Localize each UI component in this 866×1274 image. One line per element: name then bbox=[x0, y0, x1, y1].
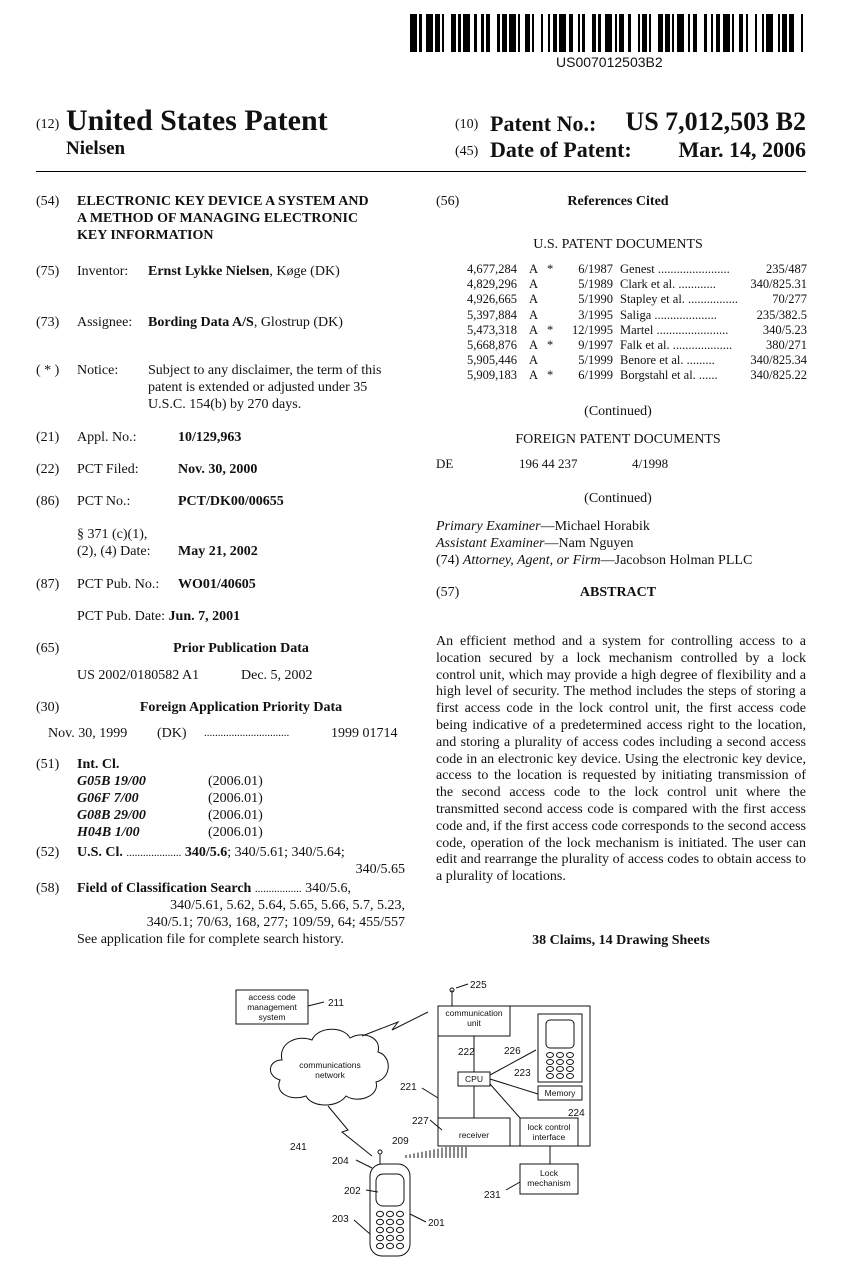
reference-kind: A bbox=[529, 368, 539, 383]
reference-kind: A bbox=[529, 292, 539, 307]
priority-dots: ............................... bbox=[204, 727, 290, 739]
device-key bbox=[377, 1243, 384, 1248]
reference-num: 4,926,665 bbox=[467, 292, 517, 307]
reference-date: 12/1995 bbox=[572, 322, 613, 337]
system-figure bbox=[220, 978, 620, 1266]
acm-label-1: access code bbox=[248, 992, 296, 1002]
reference-num: 5,473,318 bbox=[467, 322, 517, 337]
keypad-key bbox=[547, 1060, 554, 1065]
device-key bbox=[387, 1211, 394, 1216]
code-54: (54) bbox=[36, 194, 60, 209]
wireless-link-phone bbox=[328, 1106, 372, 1156]
ref-211: 211 bbox=[328, 998, 344, 1009]
reference-star: * bbox=[547, 368, 554, 383]
acm-label-2: management bbox=[247, 1002, 297, 1012]
foreign-docs-heading: FOREIGN PATENT DOCUMENTS bbox=[515, 432, 721, 447]
pct-no-label: PCT No.: bbox=[77, 494, 131, 509]
date-label: Date of Patent: bbox=[490, 137, 632, 162]
ref-231: 231 bbox=[484, 1190, 501, 1201]
ref-224: 224 bbox=[568, 1108, 585, 1119]
barcode-bar bbox=[723, 14, 730, 52]
pct-filed: Nov. 30, 2000 bbox=[178, 462, 258, 477]
ref-225: 225 bbox=[470, 980, 487, 991]
network-label-2: network bbox=[315, 1070, 345, 1080]
device-key bbox=[387, 1227, 394, 1232]
ref-223: 223 bbox=[514, 1068, 531, 1079]
doc-number-small: US007012503B2 bbox=[556, 54, 663, 70]
code-86: (86) bbox=[36, 494, 60, 509]
comm-unit-label-2: unit bbox=[467, 1018, 481, 1028]
barcode-bar bbox=[766, 14, 773, 52]
reference-date: 6/1999 bbox=[578, 368, 613, 383]
foreign-date: 4/1998 bbox=[632, 456, 669, 471]
reference-kind: A bbox=[529, 338, 539, 352]
reference-class: 340/5.23 bbox=[762, 322, 807, 337]
keypad-key bbox=[567, 1074, 574, 1079]
int-cl-list: G05B 19/00 (2006.01) G06F 7/00 (2006.01) G08B 29/00 (2006.01) H04B 1/00 (2006.01) bbox=[77, 774, 263, 840]
code-87: (87) bbox=[36, 577, 60, 592]
reference-class: 380/271 bbox=[766, 338, 807, 352]
field-search-line2: 340/5.61, 5.62, 5.64, 5.65, 5.66, 5.7, 5.23, bbox=[170, 898, 405, 913]
barcode-bar bbox=[605, 14, 612, 52]
code-75: (75) bbox=[36, 264, 60, 279]
device-key bbox=[387, 1219, 394, 1224]
field-search-note: See application file for complete search history. bbox=[77, 932, 344, 947]
prior-pub-heading: Prior Publication Data bbox=[173, 641, 309, 656]
int-cl-label: Int. Cl. bbox=[77, 757, 120, 772]
reference-num: 5,668,876 bbox=[467, 338, 517, 352]
field-search: Field of Classification Search ................. 340/5.6, bbox=[77, 881, 351, 896]
reference-date: 5/1999 bbox=[578, 353, 613, 368]
section-371-label: § 371 (c)(1), (2), (4) Date: bbox=[77, 527, 151, 559]
ref-202: 202 bbox=[344, 1186, 361, 1197]
receiver-label: receiver bbox=[458, 1130, 490, 1140]
reference-star: * bbox=[547, 262, 554, 276]
references-heading: References Cited bbox=[567, 194, 669, 209]
code-21: (21) bbox=[36, 430, 60, 445]
ref-241: 241 bbox=[290, 1142, 307, 1153]
device-key bbox=[387, 1235, 394, 1240]
inventor-surname: Nielsen bbox=[66, 138, 126, 159]
keypad-key bbox=[557, 1067, 564, 1072]
keypad-key bbox=[547, 1053, 554, 1058]
memory-label: Memory bbox=[544, 1088, 576, 1098]
reference-name: Martel ....................... bbox=[620, 322, 729, 337]
pct-pub-date: PCT Pub. Date: Jun. 7, 2001 bbox=[77, 609, 241, 624]
barcode-bar bbox=[410, 14, 417, 52]
barcode-bar bbox=[490, 14, 497, 52]
reference-class: 235/382.5 bbox=[756, 307, 807, 322]
code-51: (51) bbox=[36, 757, 60, 772]
reference-class: 70/277 bbox=[772, 292, 807, 307]
assignee: Bording Data A/S, Glostrup (DK) bbox=[148, 315, 343, 330]
key-device-display bbox=[376, 1174, 404, 1206]
wireless-link-top bbox=[362, 1012, 428, 1036]
notice-text: Subject to any disclaimer, the term of this patent is extended or adjusted under 35 U.S.C. 154(b) by 270 days. bbox=[148, 363, 382, 412]
patent-number: US 7,012,503 B2 bbox=[625, 107, 806, 136]
pct-pub-no-label: PCT Pub. No.: bbox=[77, 577, 160, 592]
reference-name: Genest ....................... bbox=[620, 262, 730, 276]
barcode-bar bbox=[651, 14, 658, 52]
code-22: (22) bbox=[36, 462, 60, 477]
code-12: (12) bbox=[36, 117, 60, 132]
device-key bbox=[377, 1211, 384, 1216]
lock-interface-label-1: lock control bbox=[527, 1122, 571, 1132]
barcode-bar bbox=[677, 14, 684, 52]
reference-date: 9/1997 bbox=[578, 338, 613, 352]
reference-name: Benore et al. ......... bbox=[620, 353, 715, 368]
reference-name: Borgstahl et al. ...... bbox=[620, 368, 718, 383]
reference-date: 5/1990 bbox=[578, 292, 613, 307]
attorney: (74) Attorney, Agent, or Firm—Jacobson Holman PLLC bbox=[436, 553, 753, 568]
barcode bbox=[410, 14, 806, 52]
code-45: (45) bbox=[455, 144, 479, 159]
inventor-label: Inventor: bbox=[77, 264, 129, 279]
pct-pub-no: WO01/40605 bbox=[178, 577, 256, 592]
barcode-bar bbox=[748, 14, 755, 52]
priority-number: 1999 01714 bbox=[331, 726, 398, 741]
keypad-key bbox=[547, 1067, 554, 1072]
invention-title: ELECTRONIC KEY DEVICE A SYSTEM AND A METHOD OF MANAGING ELECTRONIC KEY INFORMATION bbox=[77, 194, 369, 243]
keypad-key bbox=[567, 1053, 574, 1058]
code-30: (30) bbox=[36, 700, 60, 715]
reference-kind: A bbox=[529, 322, 539, 337]
comm-unit-label-1: communication bbox=[445, 1008, 503, 1018]
reference-num: 4,829,296 bbox=[467, 277, 517, 292]
section-371-date: May 21, 2002 bbox=[178, 544, 258, 559]
prior-pub-number: US 2002/0180582 A1 bbox=[77, 668, 200, 683]
reference-star: * bbox=[547, 322, 554, 337]
keypad-key bbox=[557, 1060, 564, 1065]
device-key bbox=[397, 1211, 404, 1216]
device-key bbox=[377, 1219, 384, 1224]
key-device-body bbox=[370, 1164, 410, 1256]
us-cl: U.S. Cl. .................... 340/5.6; 340/5.61; 340/5.64; bbox=[77, 845, 345, 860]
reference-kind: A bbox=[529, 277, 539, 292]
code-65: (65) bbox=[36, 641, 60, 656]
prior-pub-date: Dec. 5, 2002 bbox=[241, 668, 313, 683]
foreign-continued: (Continued) bbox=[584, 491, 652, 506]
ref-221: 221 bbox=[400, 1082, 417, 1093]
reference-date: 3/1995 bbox=[578, 307, 613, 322]
code-58: (58) bbox=[36, 881, 60, 896]
appl-no-label: Appl. No.: bbox=[77, 430, 137, 445]
reference-name: Stapley et al. ................ bbox=[620, 292, 739, 307]
barcode-bar bbox=[559, 14, 566, 52]
header-rule bbox=[36, 171, 806, 172]
reference-num: 4,677,284 bbox=[467, 262, 517, 276]
reference-kind: A bbox=[529, 307, 539, 322]
abstract-text: An efficient method and a system for controlling access to a location secured by a lock mechanism controlled by a lock control unit, which may provide a high degree of flexibility and a high level of security. The method includes the steps of storing a first access code in the lock control unit, the first access code being indicative of a predetermined access right to the location, and storing a plurality of access codes including a second access code in an electronic key device. Using the electronic key device, access to the location is requested by initiating transmission of the second access code to the lock control unit where the transmitted second access code is compared with the first access code and, if the first access code corresponds to the second access code, operation of the lock mechanism is initiated. The user can edit and rearrange the plurality of access codes to obtain access to a plurality of locations. bbox=[436, 634, 806, 885]
barcode-bar bbox=[534, 14, 541, 52]
code-notice: ( * ) bbox=[36, 363, 60, 378]
lock-interface-label-2: interface bbox=[532, 1132, 566, 1142]
us-cl-line2: 340/5.65 bbox=[355, 862, 405, 877]
code-73: (73) bbox=[36, 315, 60, 330]
us-patent-docs-heading: U.S. PATENT DOCUMENTS bbox=[533, 237, 703, 252]
lock-mechanism-label-1: Lock bbox=[540, 1168, 558, 1178]
lock-mechanism-label-2: mechanism bbox=[527, 1178, 571, 1188]
reference-class: 340/825.31 bbox=[750, 277, 807, 292]
patent-no-label: Patent No.: bbox=[490, 111, 597, 136]
reference-class: 340/825.22 bbox=[750, 368, 807, 383]
reference-date: 6/1987 bbox=[578, 262, 613, 276]
cpu-label: CPU bbox=[465, 1074, 483, 1084]
barcode-bar bbox=[426, 14, 433, 52]
refs-continued: (Continued) bbox=[584, 404, 652, 419]
device-key bbox=[387, 1243, 394, 1248]
device-key bbox=[397, 1219, 404, 1224]
keypad-key bbox=[547, 1074, 554, 1079]
acm-label-3: system bbox=[258, 1012, 286, 1022]
barcode-bar bbox=[697, 14, 704, 52]
ref-201: 201 bbox=[428, 1218, 445, 1229]
reference-num: 5,397,884 bbox=[467, 307, 517, 322]
reference-kind: A bbox=[529, 262, 539, 276]
barcode-bar bbox=[463, 14, 470, 52]
device-key bbox=[397, 1243, 404, 1248]
reference-name: Saliga .................... bbox=[620, 307, 717, 322]
code-57: (57) bbox=[436, 585, 460, 600]
keypad-key bbox=[567, 1060, 574, 1065]
patent-date: Mar. 14, 2006 bbox=[678, 137, 806, 162]
reference-num: 5,909,183 bbox=[467, 368, 517, 383]
ref-209: 209 bbox=[392, 1136, 409, 1147]
network-label-1: communications bbox=[299, 1060, 361, 1070]
barcode-bar bbox=[444, 14, 451, 52]
assistant-examiner: Assistant Examiner—Nam Nguyen bbox=[436, 536, 634, 551]
code-52: (52) bbox=[36, 845, 60, 860]
reference-kind: A bbox=[529, 353, 539, 368]
primary-examiner: Primary Examiner—Michael Horabik bbox=[436, 519, 650, 534]
device-key bbox=[377, 1227, 384, 1232]
ref-203: 203 bbox=[332, 1214, 349, 1225]
device-key bbox=[397, 1227, 404, 1232]
assignee-label: Assignee: bbox=[77, 315, 133, 330]
code-10: (10) bbox=[455, 117, 479, 132]
pct-filed-label: PCT Filed: bbox=[77, 462, 139, 477]
reference-num: 5,905,446 bbox=[467, 353, 517, 368]
barcode-bar bbox=[509, 14, 516, 52]
ref-222: 222 bbox=[458, 1047, 475, 1058]
field-search-line3: 340/5.1; 70/63, 168, 277; 109/59, 64; 455/557 bbox=[146, 915, 405, 930]
keypad-key bbox=[557, 1053, 564, 1058]
barcode-bar bbox=[631, 14, 638, 52]
pct-no: PCT/DK00/00655 bbox=[178, 494, 284, 509]
ref-204: 204 bbox=[332, 1156, 349, 1167]
abstract-heading: ABSTRACT bbox=[579, 585, 657, 600]
reference-date: 5/1989 bbox=[578, 277, 613, 292]
keypad-key bbox=[557, 1074, 564, 1079]
foreign-number: 196 44 237 bbox=[519, 456, 578, 471]
patent-title: United States Patent bbox=[66, 104, 328, 137]
reference-class: 340/825.34 bbox=[750, 353, 807, 368]
inventor: Ernst Lykke Nielsen, Køge (DK) bbox=[148, 264, 340, 279]
ref-227: 227 bbox=[412, 1116, 429, 1127]
reference-class: 235/487 bbox=[766, 262, 807, 276]
reference-name: Clark et al. ............ bbox=[620, 277, 716, 292]
ir-signal bbox=[406, 1147, 466, 1158]
device-key bbox=[397, 1235, 404, 1240]
code-56: (56) bbox=[436, 194, 460, 209]
priority-country: (DK) bbox=[157, 726, 187, 741]
ref-226: 226 bbox=[504, 1046, 521, 1057]
appl-no: 10/129,963 bbox=[178, 430, 242, 445]
notice-label: Notice: bbox=[77, 363, 119, 378]
barcode-bar bbox=[585, 14, 592, 52]
keypad-key bbox=[567, 1067, 574, 1072]
reference-name: Falk et al. ................... bbox=[620, 338, 733, 352]
barcode-bar bbox=[803, 14, 805, 52]
device-key bbox=[377, 1235, 384, 1240]
barcode-bar bbox=[794, 14, 801, 52]
foreign-country: DE bbox=[436, 456, 454, 471]
foreign-priority-heading: Foreign Application Priority Data bbox=[139, 700, 343, 715]
claims-summary: 38 Claims, 14 Drawing Sheets bbox=[532, 933, 710, 948]
priority-date: Nov. 30, 1999 bbox=[48, 726, 128, 741]
unit-display bbox=[546, 1020, 574, 1048]
reference-star: * bbox=[547, 338, 554, 352]
